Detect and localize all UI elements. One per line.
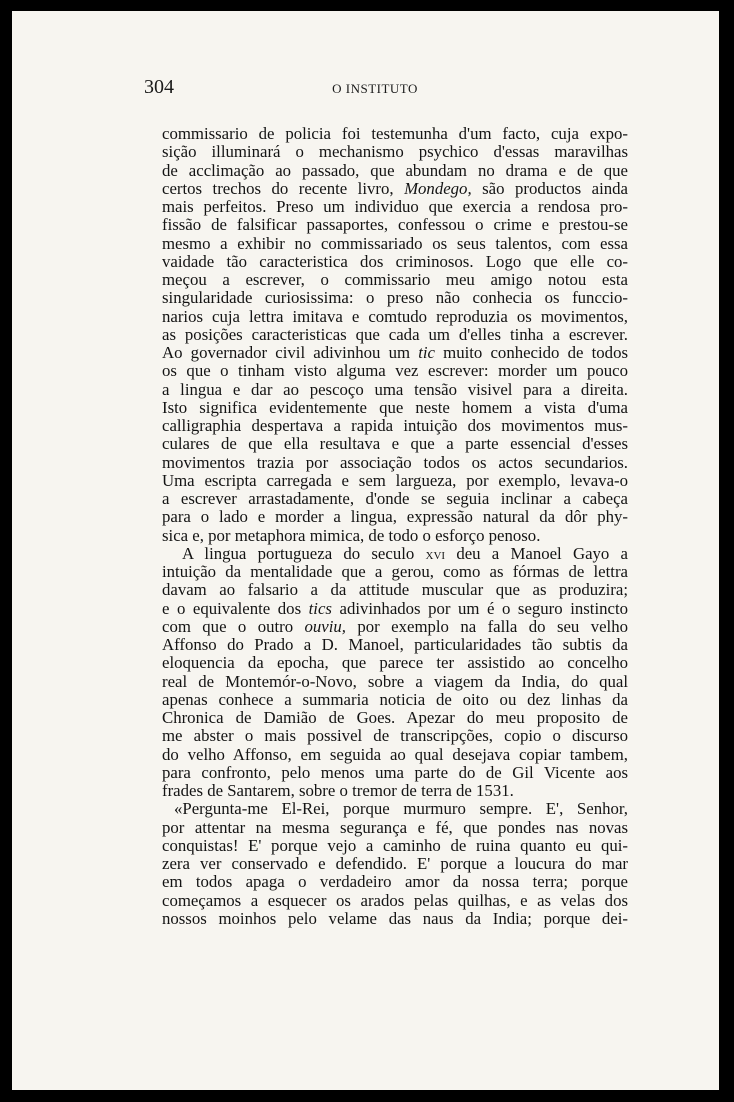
text-line: eloquencia da epocha, que parece ter assistido ao concelho <box>162 653 628 673</box>
text-line: os que o tinham visto alguma vez escrever: morder um pouco <box>162 361 628 381</box>
text-line: sição illuminará o mechanismo psychico d'essas maravilhas <box>162 142 628 162</box>
text-line: de acclimação ao passado, que abundam no drama e de que <box>162 160 628 180</box>
text-line: zera ver conservado e defendido. E' porque a loucura do mar <box>162 854 628 873</box>
italic-tic: tic <box>418 343 435 362</box>
text-line: meçou a escrever, o commissario meu amigo notou esta <box>162 270 628 289</box>
text-line: por attentar na mesma segurança e fé, que pondes nas novas <box>162 817 628 837</box>
text-line: Affonso do Prado a D. Manoel, particularidades tão subtis da <box>162 635 628 654</box>
text-line: commissario de policia foi testemunha d'um facto, cuja expo- <box>162 124 628 143</box>
roman-numeral-xvi: xvi <box>425 546 446 563</box>
text-line: narios cuja lettra imitava e comtudo reproduzia os movimentos, <box>162 306 628 326</box>
text-line: e o equivalente dos tics adivinhados por um é o seguro instincto <box>162 598 628 618</box>
text-line: a escrever arrastadamente, d'onde se seguia inclinar a cabeça <box>162 489 628 508</box>
text-line: em todos apaga o verdadeiro amor da nossa terra; porque <box>162 872 628 892</box>
text-line: apenas conhece a summaria noticia de oito ou dez linhas da <box>162 689 628 709</box>
text-line: começamos a esquecer os arados pelas quilhas, e as velas dos <box>162 890 628 910</box>
book-title-mondego: Mondego, <box>404 178 472 198</box>
text-line: as posições caracteristicas que cada um d'elles tinha a escrever. <box>162 324 628 344</box>
text-line: sica e, por metaphora mimica, de todo o esforço penoso. <box>162 525 541 545</box>
text-line: para o lado e morder a lingua, expressão natural da dôr phy- <box>162 507 628 527</box>
text-line: singularidade curiosissima: o preso não conhecia os funccio- <box>162 288 628 308</box>
text-line: A lingua portugueza do seculo xvi deu a Manoel Gayo a <box>182 543 628 563</box>
text-line: nossos moinhos pelo velame das naus da India; porque dei- <box>162 908 628 928</box>
text-line: mesmo a exhibir no commissariado os seus talentos, com essa <box>162 233 628 253</box>
text-line: real de Montemór-o-Novo, sobre a viagem da India, do qual <box>162 671 628 691</box>
text-line: intuição da mentalidade que a gerou, como as fórmas de lettra <box>162 562 628 581</box>
text-line: Isto significa evidentemente que neste homem a vista d'uma <box>162 397 628 417</box>
text-line: do velho Affonso, em seguida ao qual desejava copiar tambem, <box>162 744 628 764</box>
text-line: davam ao falsario a da attitude muscular que as produzira; <box>162 580 628 600</box>
italic-tics: tics <box>308 598 332 618</box>
text-line: mais perfeitos. Preso um individuo que exercia a rendosa pro- <box>162 197 628 216</box>
body-text <box>162 125 628 928</box>
text-line: «Pergunta-me El-Rei, porque murmuro sempre. E', Senhor, <box>174 799 628 819</box>
text-line: Uma escripta carregada e sem largueza, por exemplo, levava-o <box>162 470 628 490</box>
text-line: a lingua e dar ao pescoço uma tensão visivel para a direita. <box>162 379 628 399</box>
text-line: frades de Santarem, sobre o tremor de terra de 1531. <box>162 781 514 800</box>
page-header <box>144 76 606 102</box>
text-line: conquistas! E' porque vejo a caminho de ruina quanto eu qui- <box>162 835 628 855</box>
text-line: certos trechos do recente livro, Mondego, são productos ainda <box>162 178 628 198</box>
page-number: 304 <box>144 76 174 98</box>
italic-ouviu: ouviu, <box>304 616 346 636</box>
text-line: fissão de falsificar passaportes, confessou o crime e prestou-se <box>162 215 628 235</box>
text-line: para confronto, pelo menos uma parte do de Gil Vicente aos <box>162 762 628 782</box>
text-line: Ao governador civil adivinhou um tic muito conhecido de todos <box>162 343 628 362</box>
running-title: O INSTITUTO <box>332 81 418 96</box>
text-line: calligraphia despertava a rapida intuição dos movimentos mus- <box>162 416 628 435</box>
text-line: movimentos trazia por associação todos os actos secundarios. <box>162 452 628 472</box>
text-line: me abster o mais possivel de transcripções, copio o discurso <box>162 726 628 746</box>
text-line: Chronica de Damião de Goes. Apezar do meu proposito de <box>162 708 628 727</box>
text-line: vaidade tão caracteristica dos criminosos. Logo que elle co- <box>162 251 628 271</box>
text-line: culares de que ella resultava e que a parte essencial d'esses <box>162 434 628 454</box>
text-line: com que o outro ouviu, por exemplo na falla do seu velho <box>162 616 628 636</box>
